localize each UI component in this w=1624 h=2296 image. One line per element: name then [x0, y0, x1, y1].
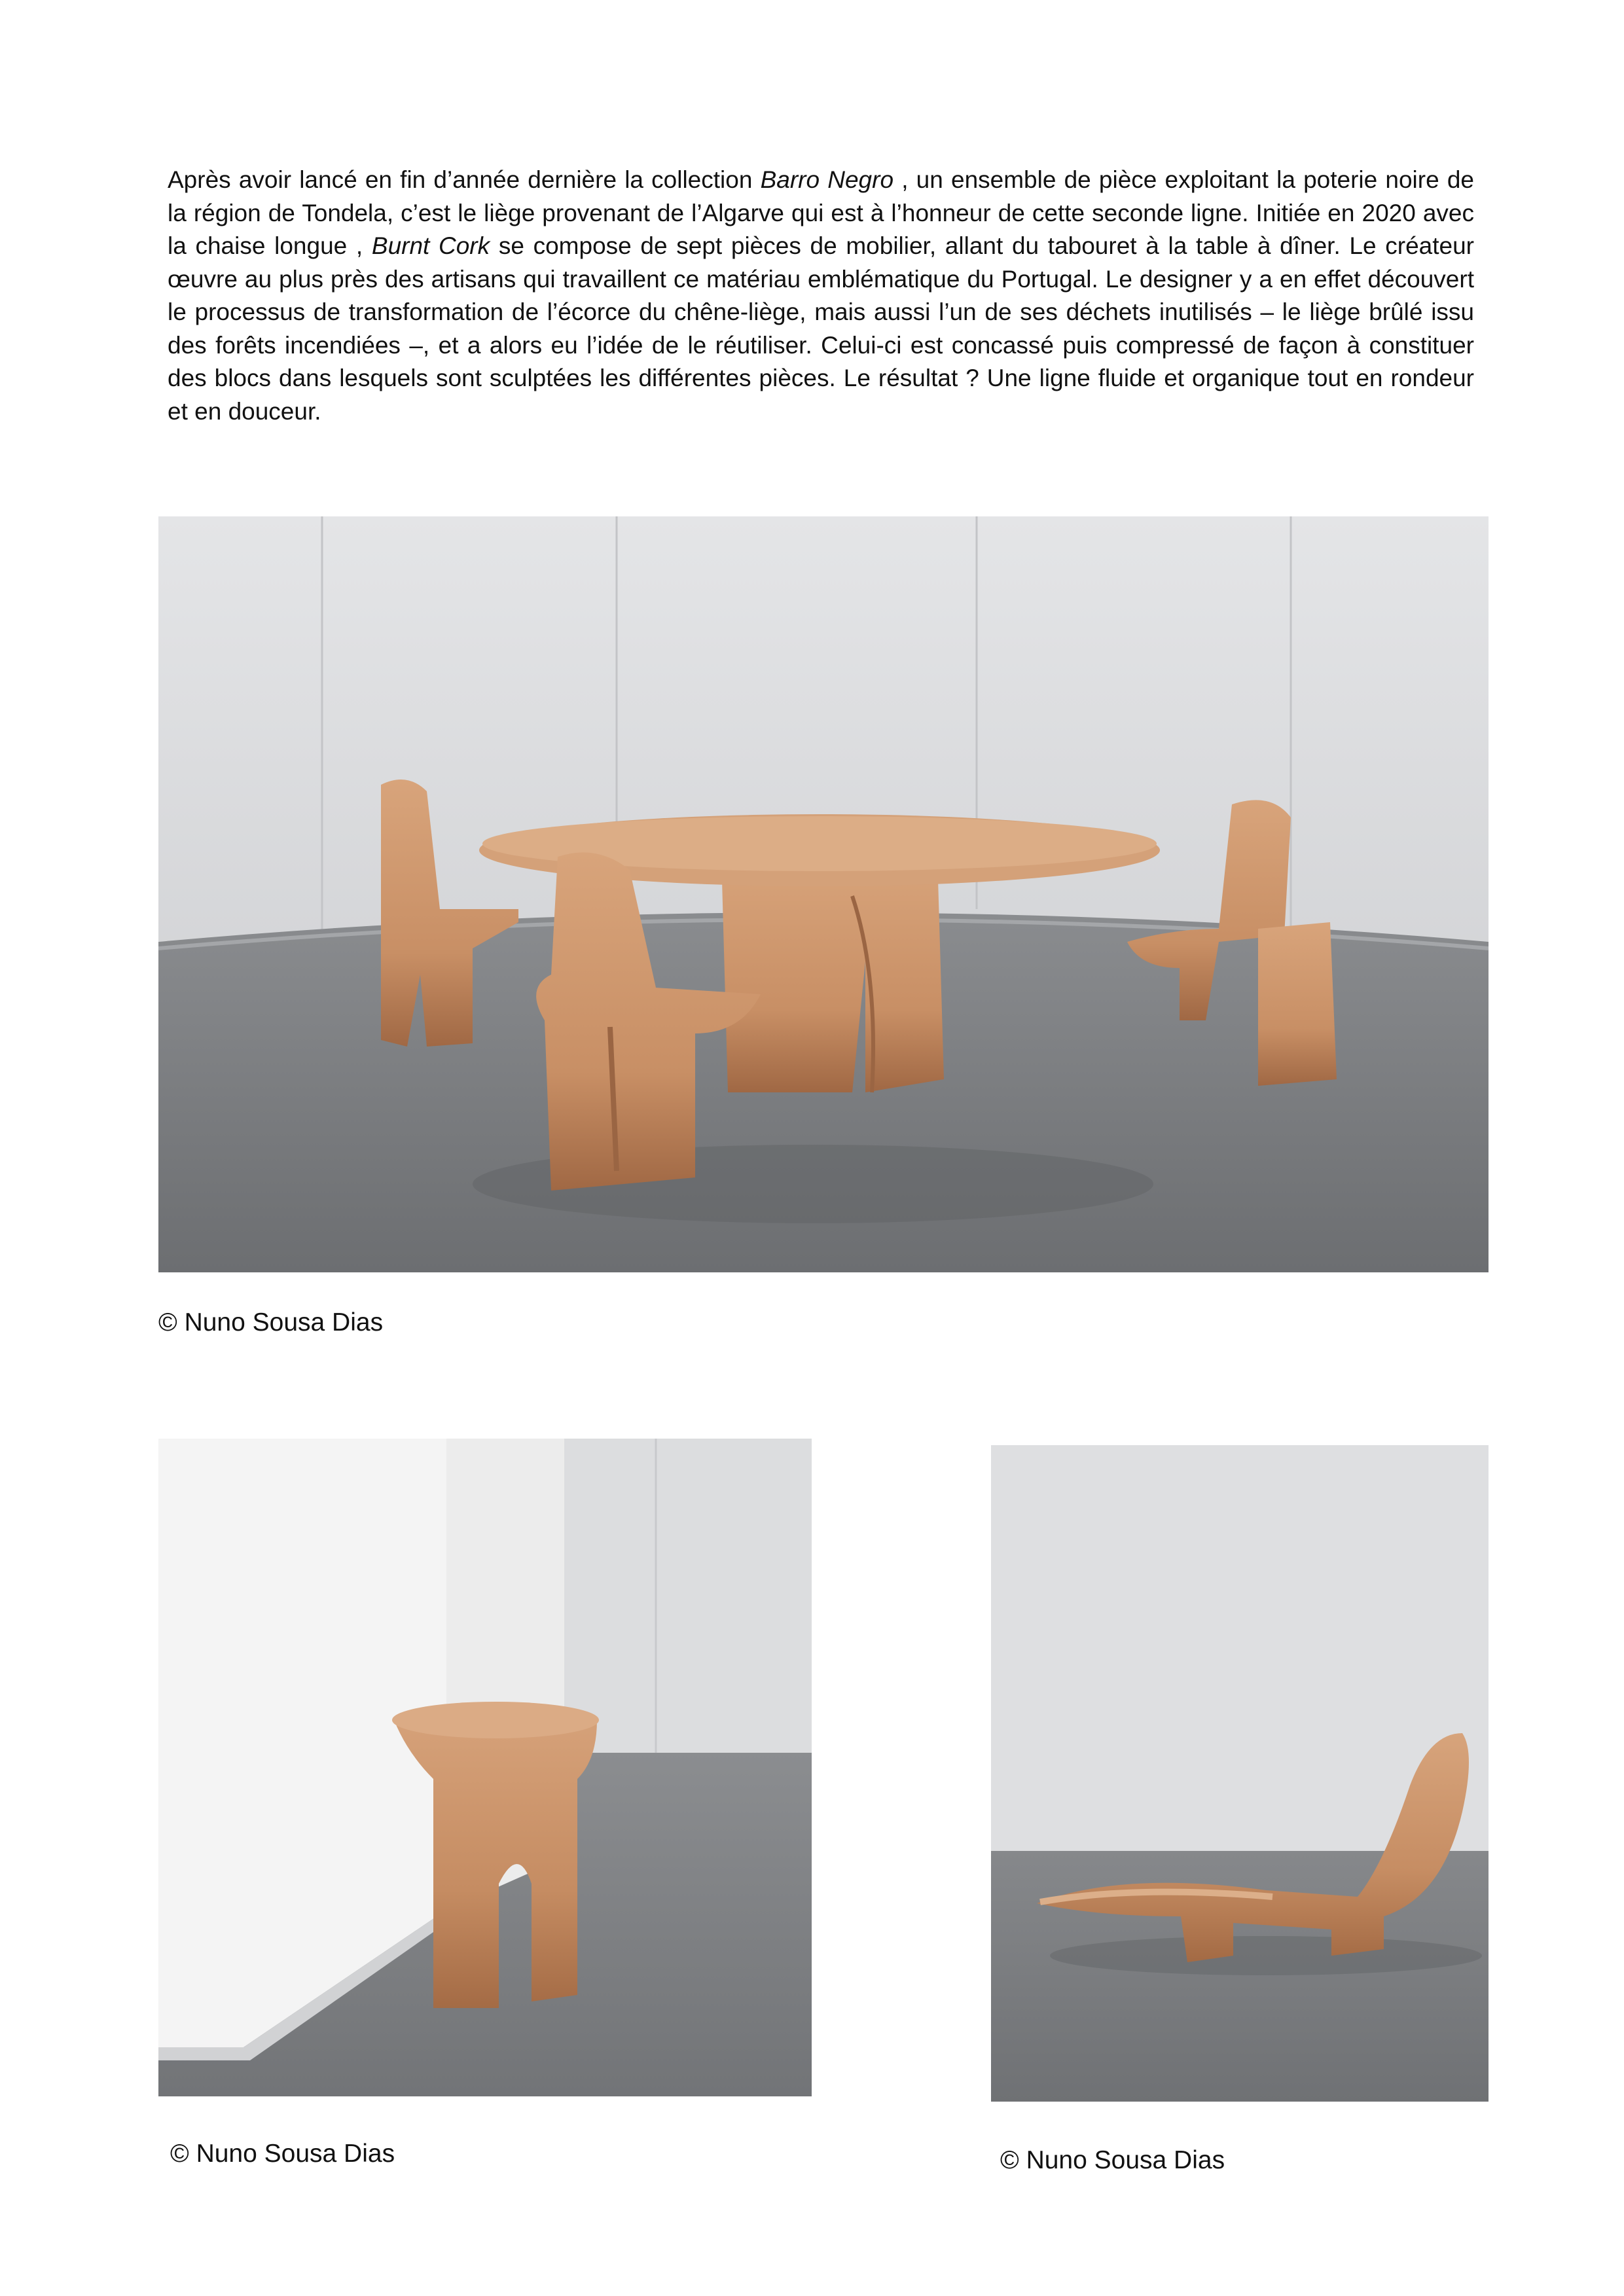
- photo-credit: © Nuno Sousa Dias: [158, 1308, 384, 1336]
- photo-stool: [158, 1439, 812, 2096]
- photo-chaise-longue: [991, 1445, 1489, 2102]
- photo-credit: © Nuno Sousa Dias: [170, 2140, 395, 2168]
- text-segment: Après avoir lancé en fin d’année dernière la collection: [168, 166, 761, 193]
- photo-credit: © Nuno Sousa Dias: [1000, 2146, 1225, 2174]
- collection-name: Barro Negro: [760, 166, 894, 193]
- collection-name: Burnt Cork: [371, 232, 490, 259]
- article-paragraph: [168, 164, 1474, 428]
- text-segment: , un ensemble de pièce exploitant la poterie noire de la région de Tondela, c’est le liège provenant de l’Algarve qui est à l’honneur de cette seconde ligne. Initiée en 2020 avec la chaise longue ,: [168, 166, 1474, 259]
- text-segment: se compose de sept pièces de mobilier, allant du tabouret à la table à dîner. Le créateur œuvre au plus près des artisans qui travaillent ce matériau emblématique du Portugal. Le designer y a en effet découvert le processus de transformation de l’écorce du chêne-liège, mais aussi l’un de ses déchets inutilisés – le liège brûlé issu des forêts incendiées –, et a alors eu l’idée de le réutiliser. Celui-ci est concassé puis compressé de façon à constituer des blocs dans lesquels sont sculptées les différentes pièces. Le résultat ? Une ligne fluide et organique tout en rondeur et en douceur.: [168, 232, 1474, 425]
- photo-table-chairs: [158, 516, 1489, 1272]
